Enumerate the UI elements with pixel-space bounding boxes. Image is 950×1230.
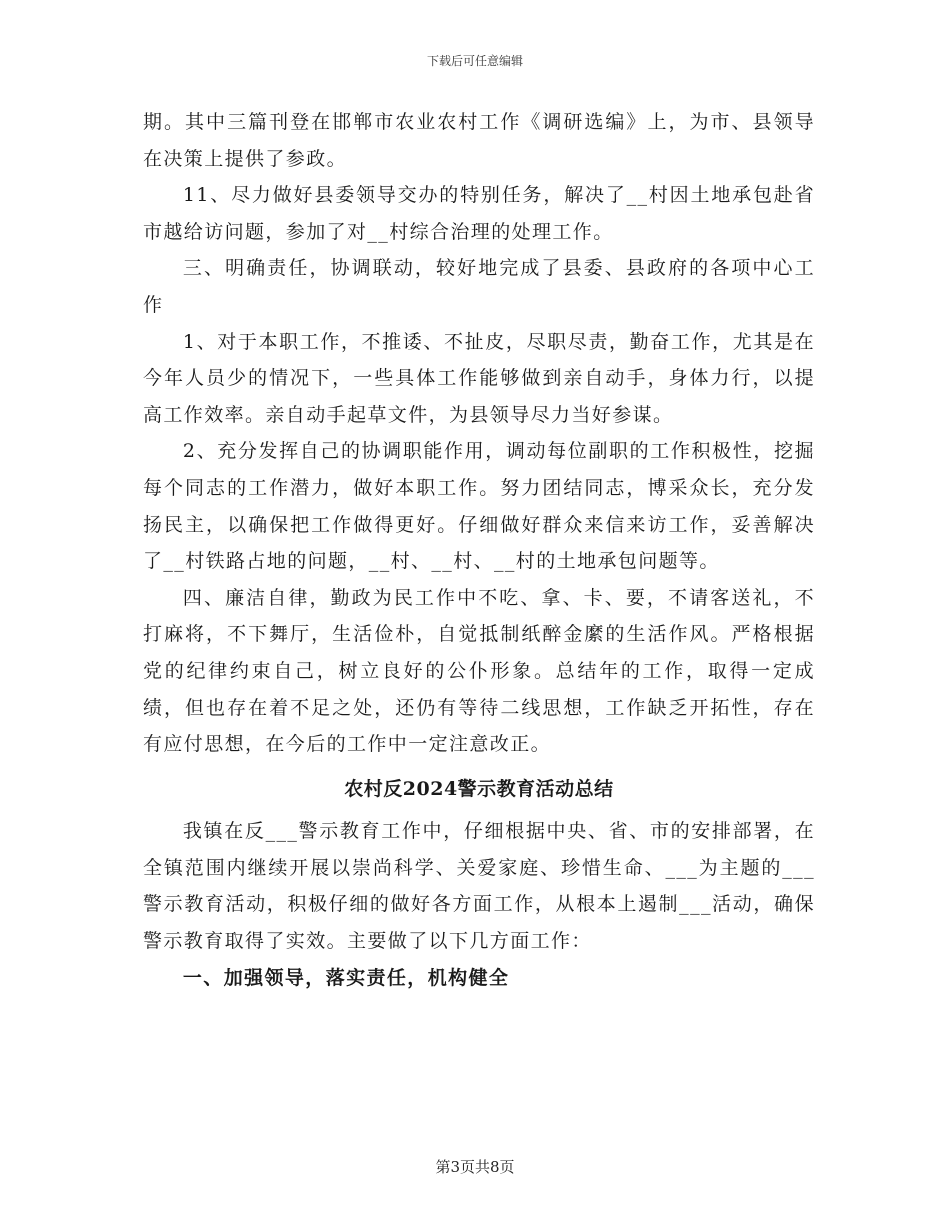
paragraph-1: 期。其中三篇刊登在邯郸市农业农村工作《调研选编》上，为市、县领导在决策上提供了参政。 (143, 111, 815, 170)
paragraph-4: 1、对于本职工作，不推诿、不扯皮，尽职尽责，勤奋工作，尤其是在今年人员少的情况下，一些具体工作能够做到亲自动手，身体力行，以提高工作效率。亲自动手起草文件，为县领导尽力当好参谋。 (143, 330, 815, 426)
paragraph-6: 四、廉洁自律，勤政为民工作中不吃、拿、卡、要，不请客送礼，不打麻将，不下舞厅，生活俭朴，自觉抵制纸醉金縻的生活作风。严格根据党的纪律约束自己，树立良好的公仆形象。总结年的工作，取得一定成绩，但也存在着不足之处，还仍有等待二线思想，工作缺乏开拓性，存在有应付思想，在今后的工作中一定注意改正。 (143, 586, 815, 756)
paragraph-7: 我镇在反___警示教育工作中，仔细根据中央、省、市的安排部署，在全镇范围内继续开展以崇尚科学、关爱家庭、珍惜生命、___为主题的___警示教育活动，积极仔细的做好各方面工作，从根本上遏制___活动，确保警示教育取得了实效。主要做了以下几方面工作： (143, 820, 815, 953)
paragraph-5: 2、充分发挥自己的协调职能作用，调动每位副职的工作积极性，挖掘每个同志的工作潜力，做好本职工作。努力团结同志，博采众长，充分发扬民主，以确保把工作做得更好。仔细做好群众来信来访工作，妥善解决了__村铁路占地的问题，__村、__村、__村的土地承包问题等。 (143, 440, 815, 573)
page-header-note: 下载后可任意编辑 (426, 54, 523, 68)
subheading-1: 一、加强领导，落实责任，机构健全 (182, 966, 510, 989)
document-title: 农村反2024警示教育活动总结 (344, 777, 614, 800)
page-number-footer: 第3页共8页 (435, 1158, 515, 1176)
paragraph-2: 11、尽力做好县委领导交办的特别任务，解决了__村因土地承包赴省市越给访问题，参加了对__村综合治理的处理工作。 (143, 184, 815, 243)
document-body (143, 104, 815, 996)
section-three-heading: 三、明确责任，协调联动，较好地完成了县委、县政府的各项中心工作 (143, 257, 815, 316)
